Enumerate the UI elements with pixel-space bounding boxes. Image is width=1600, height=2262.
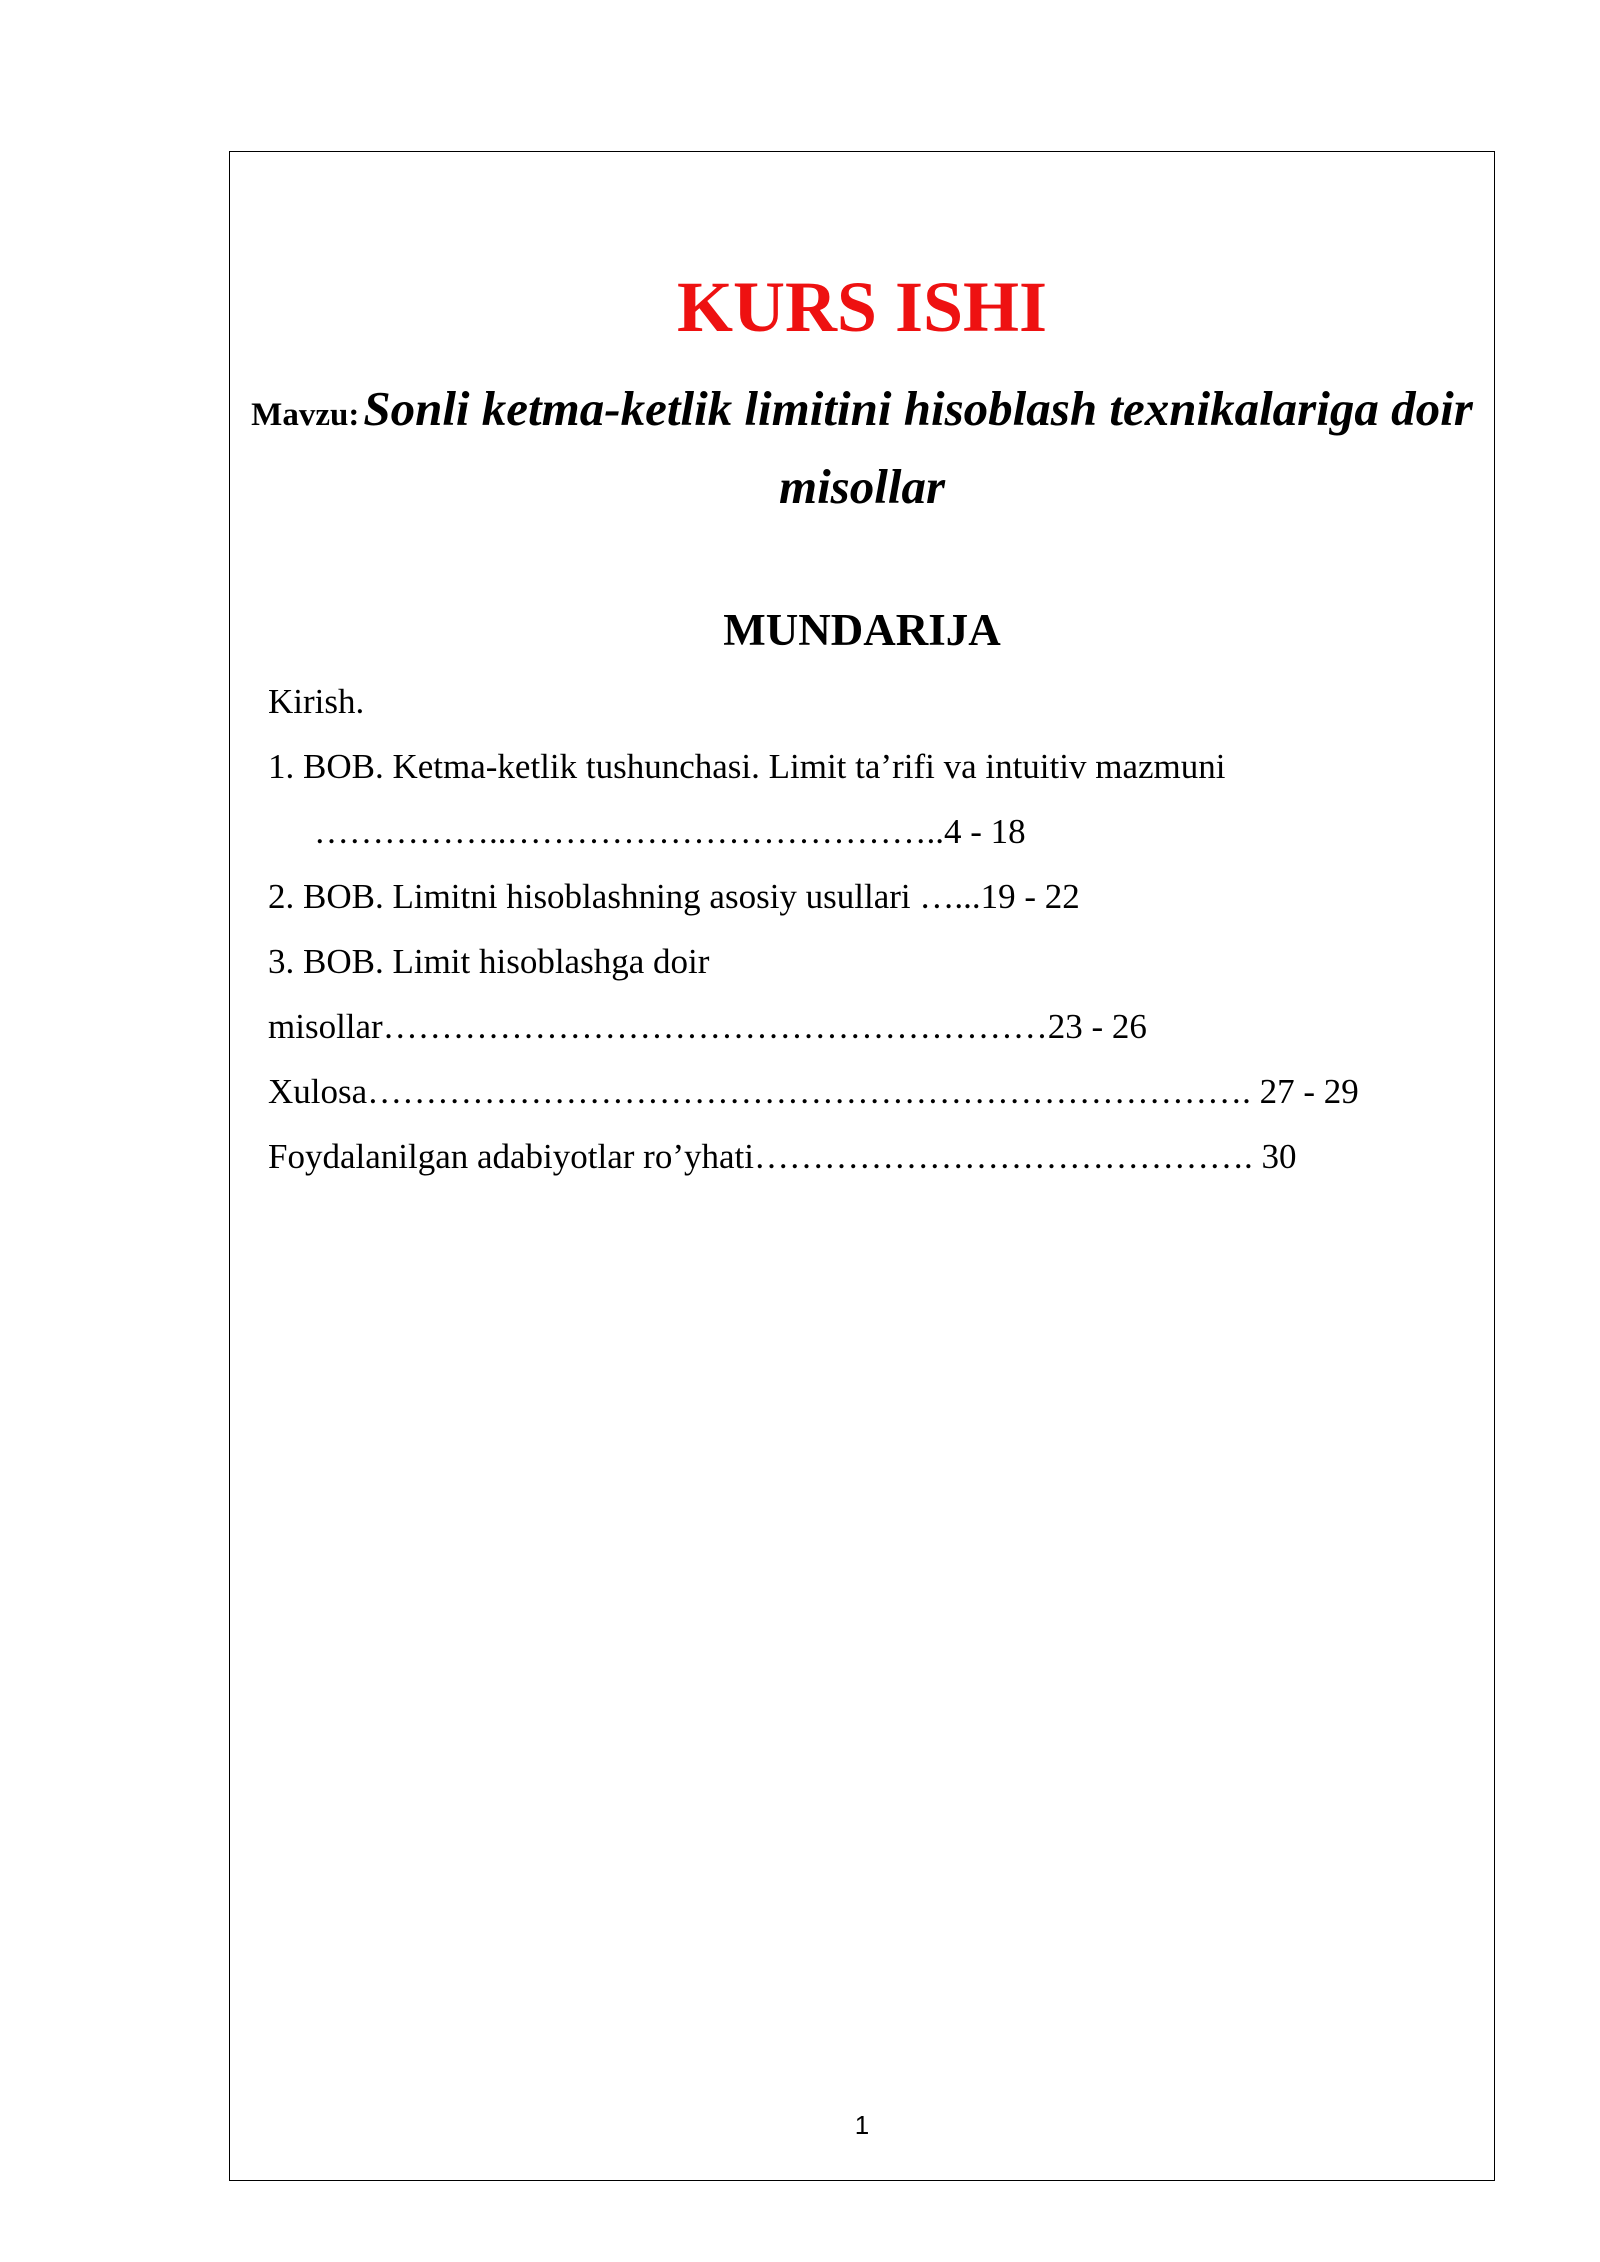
toc-entry-chapter-1: 1. BOB. Ketma-ketlik tushunchasi. Limit ta’rifi va intuitiv mazmuni (268, 747, 1226, 786)
toc-entry-references: Foydalanilgan adabiyotlar ro’yhati……………………………………. 30 (268, 1137, 1297, 1176)
toc-heading: MUNDARIJA (723, 605, 1001, 655)
toc-entry-chapter-3: 3. BOB. Limit hisoblashga doir (268, 942, 710, 981)
toc-entry-chapter-3-pages: misollar…………………………………………………23 - 26 (268, 1007, 1147, 1046)
document-title: KURS ISHI (676, 267, 1048, 347)
topic-block (231, 376, 1493, 532)
page-number: 1 (854, 2110, 870, 2140)
toc-entry-chapter-1-pages: ……………..………………………………..4 - 18 (314, 812, 1026, 851)
toc-entry-introduction: Kirish. (268, 682, 365, 721)
toc-entry-conclusion: Xulosa…………………………………………………………………. 27 - 29 (268, 1072, 1359, 1111)
toc-entry-chapter-2: 2. BOB. Limitni hisoblashning asosiy usullari …...19 - 22 (268, 877, 1080, 916)
topic-text: Sonli ketma-ketlik limitini hisoblash texnikalariga doir misollar (363, 381, 1473, 514)
topic-label: Mavzu: (251, 397, 360, 433)
